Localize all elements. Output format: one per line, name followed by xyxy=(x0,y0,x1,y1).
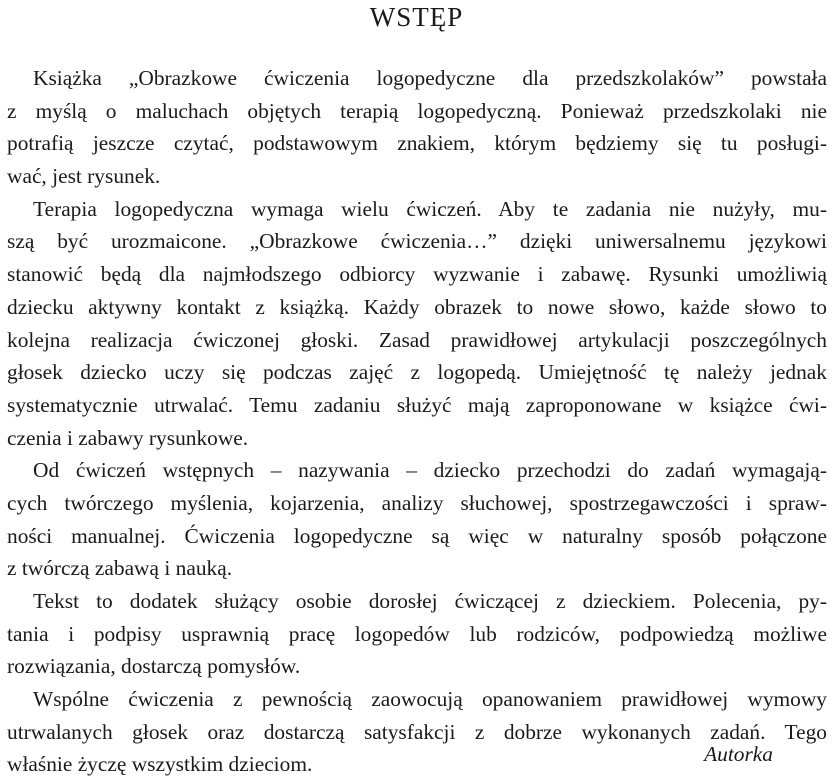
text-line: Terapia logopedyczna wymaga wielu ćwiczeń. Aby te zadania nie nużyły, mu- xyxy=(33,196,827,221)
author-signature: Autorka xyxy=(704,742,773,766)
text-line: z myślą o maluchach objętych terapią logopedyczną. Ponieważ przedszkolaki nie xyxy=(7,98,827,123)
text-line: dziecku aktywny kontakt z książką. Każdy obrazek to nowe słowo, każde słowo to xyxy=(7,294,827,319)
text-line: utrwalanych głosek oraz dostarczą satysfakcji z dobrze wykonanych zadań. Tego xyxy=(7,719,827,744)
text-line: kolejna realizacja ćwiczonej głoski. Zasad prawidłowej artykulacji poszczególnych xyxy=(7,327,827,352)
page-title: WSTĘP xyxy=(369,2,464,32)
body-text xyxy=(7,62,827,781)
text-line: szą być urozmaicone. „Obrazkowe ćwiczenia…” dzięki uniwersalnemu językowi xyxy=(7,229,827,254)
text-line: z twórczą zabawą i nauką. xyxy=(7,556,233,581)
text-line: czenia i zabawy rysunkowe. xyxy=(7,425,249,450)
text-line: Książka „Obrazkowe ćwiczenia logopedyczne dla przedszkolaków” powstała xyxy=(33,66,827,90)
text-line: Tekst to dodatek służący osobie dorosłej ćwiczącej z dzieckiem. Polecenia, py- xyxy=(33,589,827,613)
text-line: głosek dziecko uczy się podczas zajęć z logopedą. Umiejętność tę należy jednak xyxy=(7,360,827,385)
text-line: systematycznie utrwalać. Temu zadaniu służyć mają zaproponowane w książce ćwi- xyxy=(7,392,827,417)
text-line: tania i podpisy usprawnią pracę logopedów lub rodziców, podpowiedzą możliwe xyxy=(7,621,827,646)
text-line: Wspólne ćwiczenia z pewnością zaowocują opanowaniem prawidłowej wymowy xyxy=(33,687,827,712)
text-line: cych twórczego myślenia, kojarzenia, analizy słuchowej, spostrzegawczości i spraw- xyxy=(7,490,827,515)
text-line: ności manualnej. Ćwiczenia logopedyczne są więc w naturalny sposób połączone xyxy=(7,523,827,548)
text-line: rozwiązania, dostarczą pomysłów. xyxy=(7,654,301,679)
text-line: właśnie życzę wszystkim dzieciom. xyxy=(7,752,313,777)
text-line: Od ćwiczeń wstępnych – nazywania – dziecko przechodzi do zadań wymagają- xyxy=(33,458,827,483)
text-line: stanowić będą dla najmłodszego odbiorcy wyzwanie i zabawę. Rysunki umożliwią xyxy=(7,262,827,287)
text-line: wać, jest rysunek. xyxy=(7,164,161,189)
text-line: potrafią jeszcze czytać, podstawowym znakiem, którym będziemy się tu posługi- xyxy=(7,131,827,156)
